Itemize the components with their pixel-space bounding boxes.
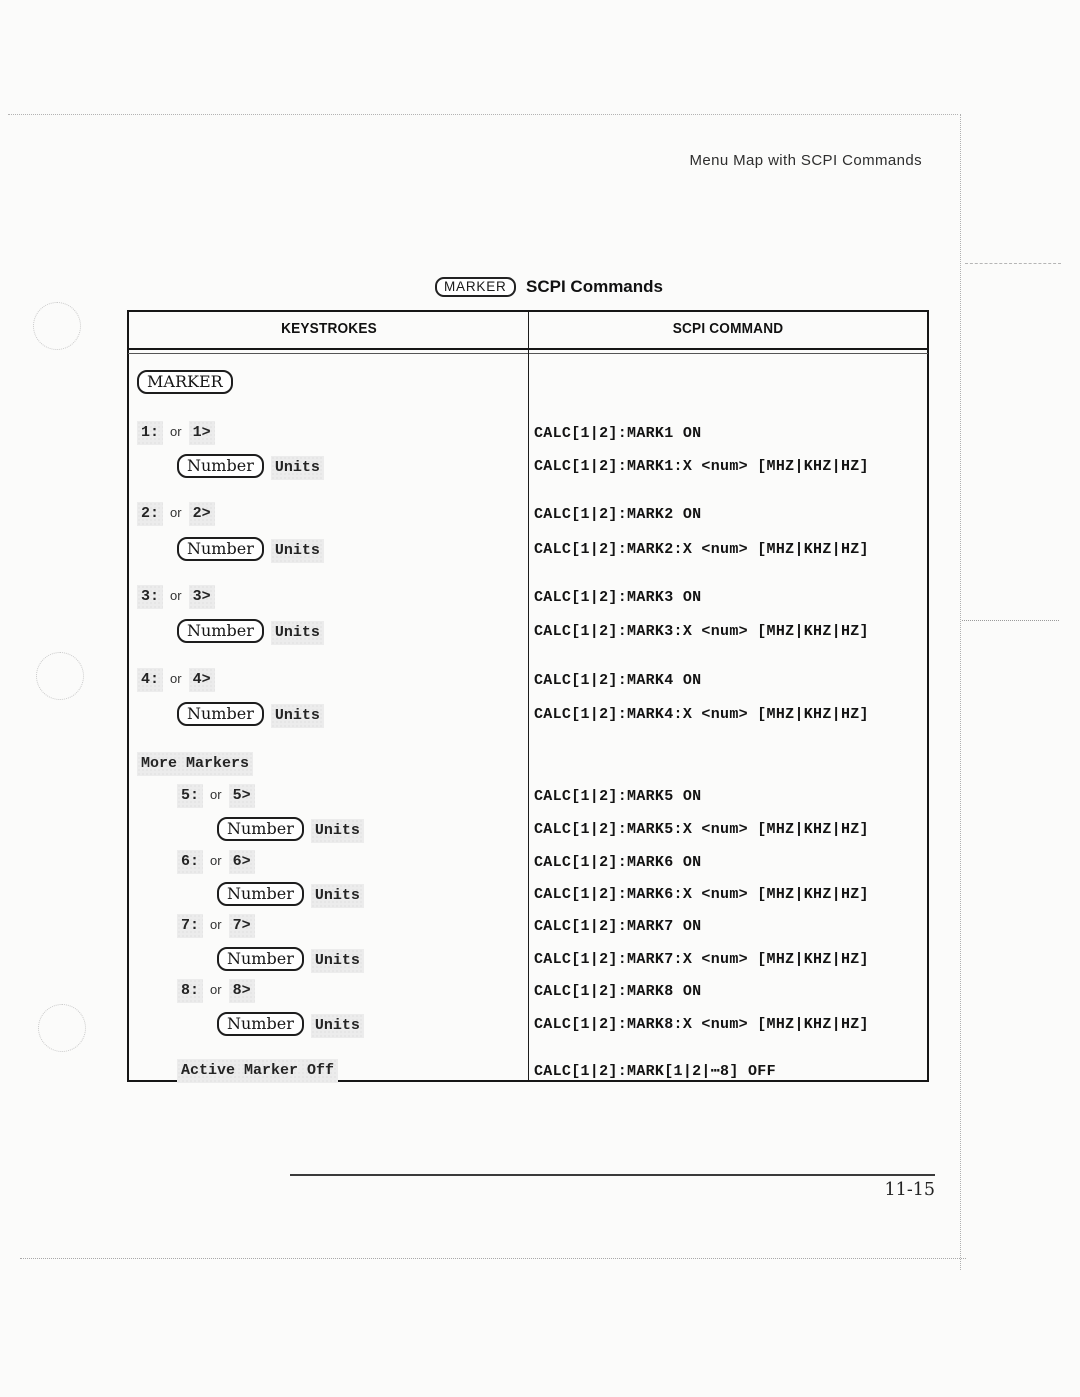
keystroke-line: [137, 421, 215, 443]
column-header-keystrokes: KEYSTROKES: [281, 321, 377, 337]
or-text: or: [210, 853, 222, 868]
keystroke-line: [177, 979, 255, 1001]
softkey-label: 8>: [229, 979, 255, 1003]
scan-edge-mark: [962, 620, 1059, 621]
keystroke-line: [217, 817, 364, 839]
or-text: or: [210, 917, 222, 932]
marker-keycap: MARKER: [137, 370, 233, 394]
scpi-command-text: CALC[1|2]:MARK1 ON: [534, 425, 702, 442]
scpi-command-table: [127, 310, 929, 1082]
footer-rule: [290, 1174, 935, 1176]
keystroke-line: [177, 537, 324, 559]
scpi-command-text: CALC[1|2]:MARK2:X <num> [MHZ|KHZ|HZ]: [534, 541, 869, 558]
softkey-label: Active Marker Off: [177, 1059, 338, 1083]
or-text: or: [170, 424, 182, 439]
or-text: or: [170, 588, 182, 603]
number-keycap: Number: [217, 882, 304, 906]
softkey-label: 2>: [189, 502, 215, 526]
keystroke-line: [177, 454, 324, 476]
softkey-label: 3:: [137, 585, 163, 609]
softkey-label: 7:: [177, 914, 203, 938]
number-keycap: Number: [217, 947, 304, 971]
keystroke-line: [137, 585, 215, 607]
keystroke-line: [177, 914, 255, 936]
scpi-command-text: CALC[1|2]:MARK3:X <num> [MHZ|KHZ|HZ]: [534, 623, 869, 640]
punch-hole: [38, 1004, 86, 1052]
softkey-label: 5>: [229, 784, 255, 808]
number-keycap: Number: [177, 454, 264, 478]
number-keycap: Number: [217, 817, 304, 841]
number-keycap: Number: [177, 619, 264, 643]
punch-hole: [33, 302, 81, 350]
softkey-label: 4>: [189, 668, 215, 692]
scan-edge-top-line: [8, 114, 958, 115]
scpi-command-text: CALC[1|2]:MARK4:X <num> [MHZ|KHZ|HZ]: [534, 706, 869, 723]
softkey-label: Units: [271, 539, 324, 563]
page-number: 11-15: [884, 1180, 935, 1200]
keystroke-line: [137, 502, 215, 524]
punch-hole: [36, 652, 84, 700]
softkey-label: 6>: [229, 850, 255, 874]
scpi-command-text: CALC[1|2]:MARK6:X <num> [MHZ|KHZ|HZ]: [534, 886, 869, 903]
column-header-scpi-command: SCPI COMMAND: [672, 321, 784, 337]
keystroke-line: [137, 752, 253, 774]
keystroke-line: [217, 882, 364, 904]
number-keycap: Number: [177, 702, 264, 726]
scpi-command-text: CALC[1|2]:MARK[1|2|⋯8] OFF: [534, 1063, 776, 1080]
keystroke-line: [177, 702, 324, 724]
section-title: [435, 277, 663, 297]
section-title-label: SCPI Commands: [526, 277, 663, 296]
keystroke-line: [177, 1059, 338, 1081]
softkey-label: 6:: [177, 850, 203, 874]
number-keycap: Number: [177, 537, 264, 561]
keystroke-line: [177, 619, 324, 641]
softkey-label: Units: [271, 456, 324, 480]
scpi-command-text: CALC[1|2]:MARK4 ON: [534, 672, 702, 689]
or-text: or: [210, 787, 222, 802]
scpi-command-text: CALC[1|2]:MARK1:X <num> [MHZ|KHZ|HZ]: [534, 458, 869, 475]
softkey-label: Units: [311, 949, 364, 973]
softkey-label: Units: [271, 704, 324, 728]
keystroke-line: [177, 850, 255, 872]
or-text: or: [170, 671, 182, 686]
scpi-command-text: CALC[1|2]:MARK7:X <num> [MHZ|KHZ|HZ]: [534, 951, 869, 968]
scan-edge-bottom-line: [20, 1258, 966, 1259]
keystroke-line: [137, 668, 215, 690]
softkey-label: 5:: [177, 784, 203, 808]
or-text: or: [210, 982, 222, 997]
softkey-label: 7>: [229, 914, 255, 938]
keystroke-line: [137, 370, 233, 392]
scpi-command-text: CALC[1|2]:MARK7 ON: [534, 918, 702, 935]
scpi-command-text: CALC[1|2]:MARK2 ON: [534, 506, 702, 523]
scpi-command-text: CALC[1|2]:MARK5 ON: [534, 788, 702, 805]
scpi-command-text: CALC[1|2]:MARK3 ON: [534, 589, 702, 606]
keystroke-line: [177, 784, 255, 806]
column-divider: [528, 312, 529, 1080]
keystroke-line: [217, 1012, 364, 1034]
softkey-label: 3>: [189, 585, 215, 609]
softkey-label: Units: [311, 1014, 364, 1038]
scan-edge-right-line: [960, 114, 961, 1270]
softkey-label: 4:: [137, 668, 163, 692]
marker-keycap: MARKER: [435, 277, 516, 297]
softkey-label: Units: [311, 884, 364, 908]
scpi-command-text: CALC[1|2]:MARK8 ON: [534, 983, 702, 1000]
scan-edge-mark: [965, 263, 1061, 264]
number-keycap: Number: [217, 1012, 304, 1036]
scpi-command-text: CALC[1|2]:MARK5:X <num> [MHZ|KHZ|HZ]: [534, 821, 869, 838]
softkey-label: 1>: [189, 421, 215, 445]
scpi-command-text: CALC[1|2]:MARK6 ON: [534, 854, 702, 871]
softkey-label: 2:: [137, 502, 163, 526]
softkey-label: 1:: [137, 421, 163, 445]
or-text: or: [170, 505, 182, 520]
softkey-label: 8:: [177, 979, 203, 1003]
softkey-label: More Markers: [137, 752, 253, 776]
scpi-command-text: CALC[1|2]:MARK8:X <num> [MHZ|KHZ|HZ]: [534, 1016, 869, 1033]
keystroke-line: [217, 947, 364, 969]
softkey-label: Units: [271, 621, 324, 645]
running-header: Menu Map with SCPI Commands: [689, 152, 922, 169]
softkey-label: Units: [311, 819, 364, 843]
